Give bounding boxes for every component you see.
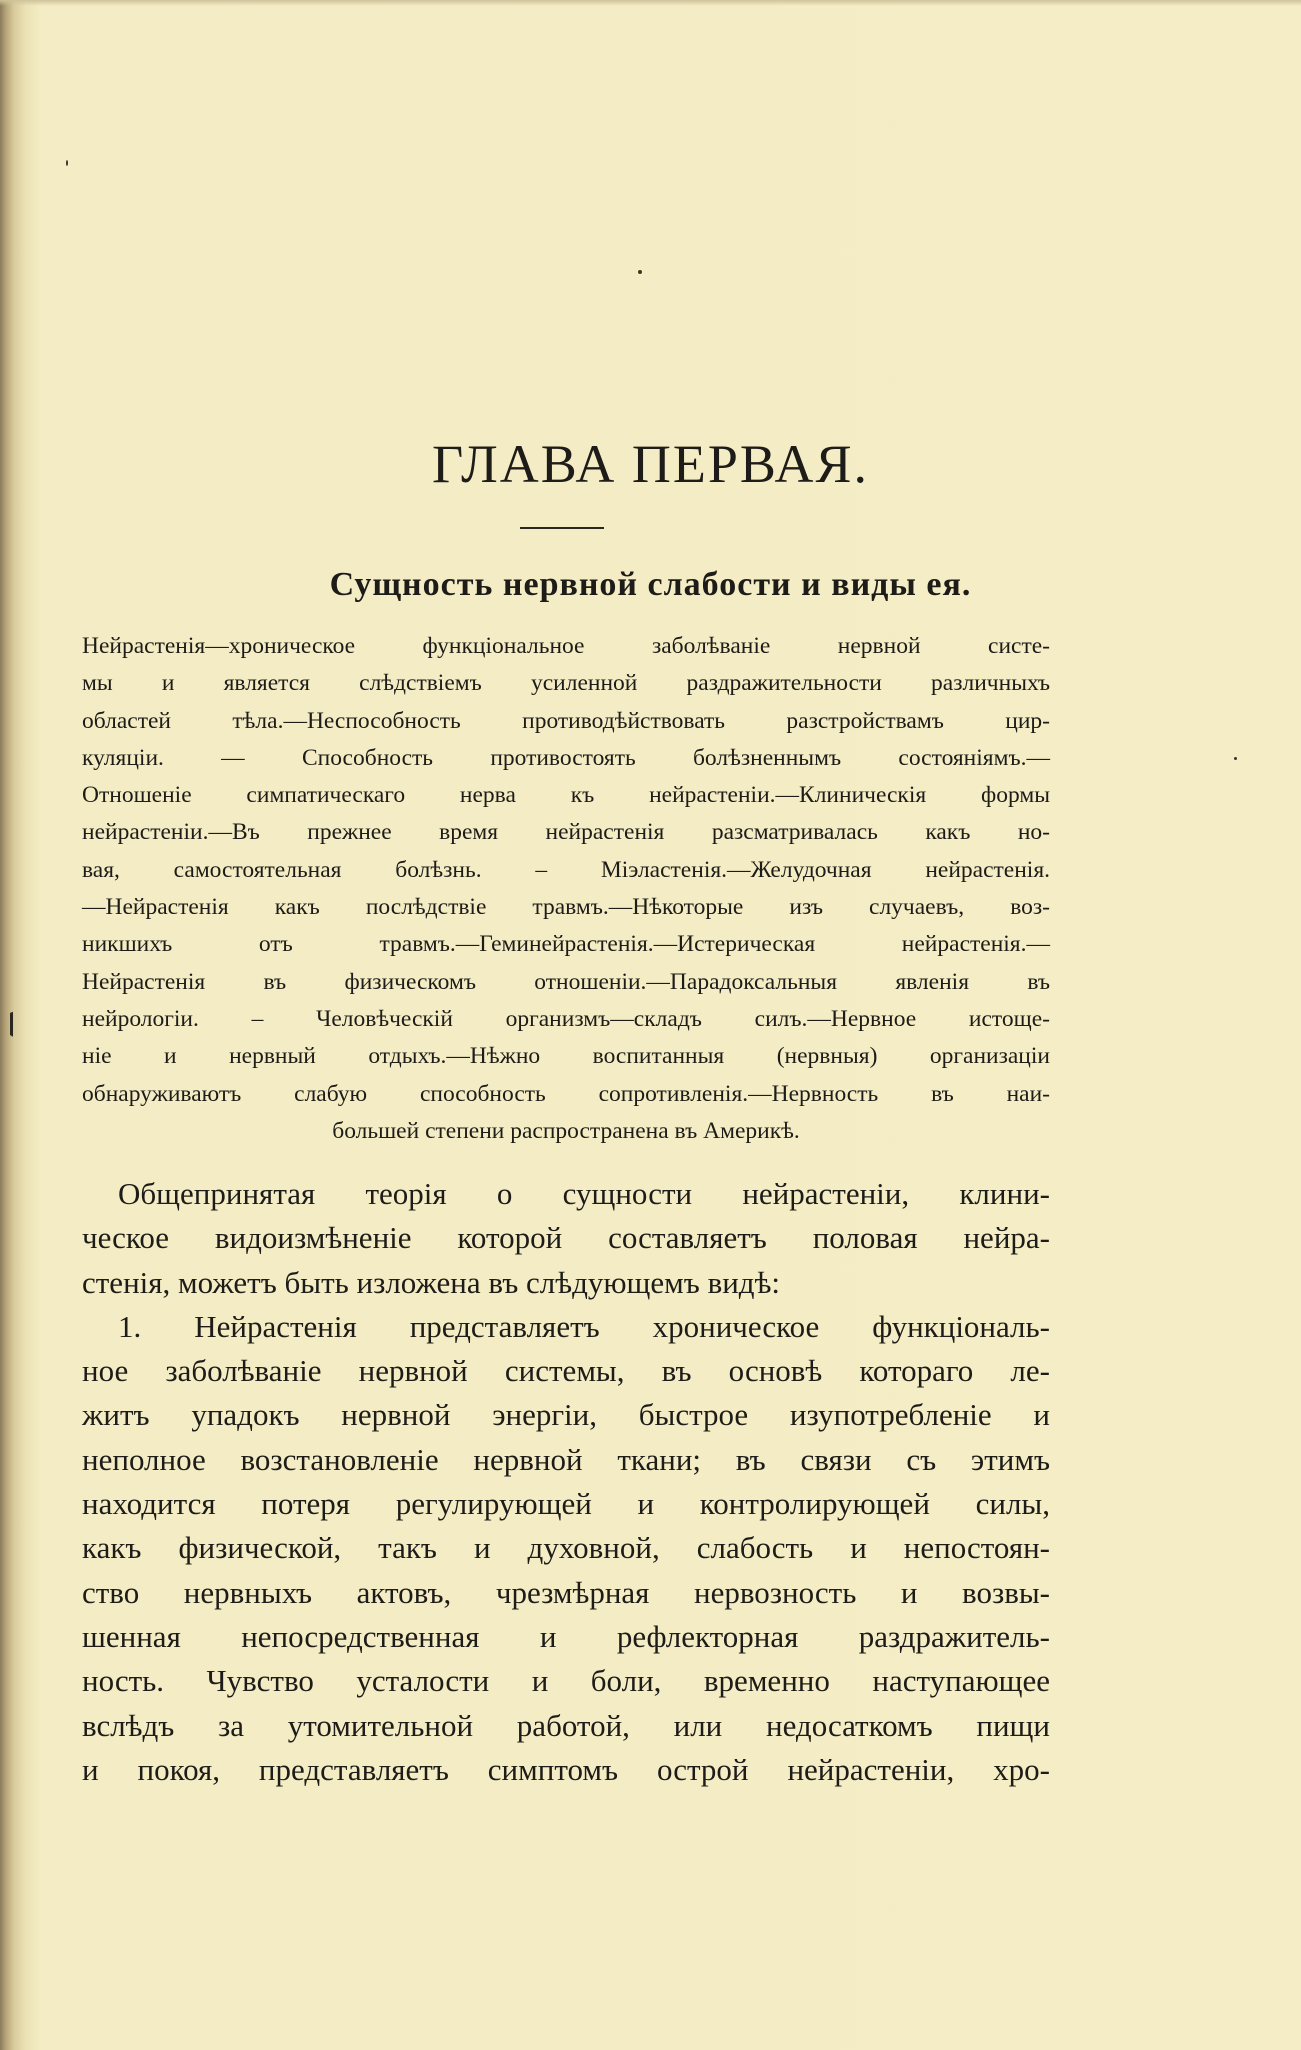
- body-line: ность. Чувство усталости и боли, временно наступающее: [82, 1663, 1050, 1699]
- body-line: какъ физической, такъ и духовной, слабость и непостоян-: [82, 1530, 1050, 1566]
- chapter-summary: [82, 628, 1050, 1150]
- body-text: [82, 1172, 1050, 1792]
- summary-line: обнаруживаютъ слабую способность сопротивленія.—Нервность въ наи-: [82, 1080, 1050, 1107]
- ink-speck: [66, 160, 68, 166]
- page-edge-mark: [0, 1004, 13, 1037]
- summary-line: никшихъ отъ травмъ.—Геминейрастенія.—Истерическая нейрастенія.—: [82, 931, 1050, 958]
- page-top-edge: [0, 0, 1301, 6]
- body-line: стенія, можетъ быть изложена въ слѣдующемъ видѣ:: [82, 1264, 781, 1300]
- section-title: Сущность нервной слабости и виды ея.: [329, 566, 972, 603]
- body-line: ческое видоизмѣненіе которой составляетъ половая нейра-: [82, 1220, 1050, 1256]
- summary-line: ніе и нервный отдыхъ.—Нѣжно воспитанныя (нервныя) организаціи: [82, 1043, 1050, 1070]
- body-line: неполное возстановленіе нервной ткани; въ связи съ этимъ: [82, 1441, 1050, 1477]
- body-line: ство нервныхъ актовъ, чрезмѣрная нервозность и возвы-: [82, 1574, 1050, 1610]
- summary-line: Нейрастенія въ физическомъ отношеніи.—Парадоксальныя явленія въ: [82, 968, 1050, 995]
- summary-line: вая, самостоятельная болѣзнь. – Міэластенія.—Желудочная нейрастенія.: [82, 856, 1050, 883]
- body-line: и покоя, представляетъ симптомъ острой нейрастеніи, хро-: [82, 1751, 1050, 1787]
- body-line: 1. Нейрастенія представляетъ хроническое функціональ-: [118, 1308, 1050, 1344]
- body-line: ное заболѣваніе нервной системы, въ основѣ котораго ле-: [82, 1353, 1050, 1389]
- summary-line: Нейрастенія—хроническое функціональное заболѣваніе нервной систе-: [82, 633, 1050, 659]
- body-line: шенная непосредственная и рефлекторная раздражитель-: [82, 1618, 1050, 1654]
- summary-line: куляціи. — Способность противостоять болѣзненнымъ состояніямъ.—: [82, 744, 1050, 771]
- summary-line: —Нейрастенія какъ послѣдствіе травмъ.—Нѣкоторые изъ случаевъ, воз-: [82, 894, 1050, 921]
- summary-line: нейрастеніи.—Въ прежнее время нейрастенія разсматривалась какъ но-: [82, 819, 1050, 846]
- summary-line: Отношеніе симпатическаго нерва къ нейрастеніи.—Клиническія формы: [82, 782, 1050, 809]
- body-line: находится потеря регулирующей и контролирующей силы,: [82, 1486, 1050, 1522]
- summary-line: нейрологіи. – Человѣческій организмъ—складъ силъ.—Нервное истоще-: [82, 1005, 1050, 1032]
- body-line: вслѣдъ за утомительной работой, или недосаткомъ пищи: [82, 1707, 1050, 1743]
- summary-line: областей тѣла.—Неспособность противодѣйствовать разстройствамъ цир-: [82, 707, 1050, 734]
- body-line: житъ упадокъ нервной энергіи, быстрое изупотребленіе и: [82, 1397, 1050, 1433]
- summary-line: большей степени распространена въ Америкѣ.: [332, 1117, 800, 1144]
- title-divider: [520, 527, 604, 529]
- summary-line: мы и является слѣдствіемъ усиленной раздражительности различныхъ: [82, 670, 1050, 697]
- ink-speck: [1234, 757, 1237, 760]
- body-line: Общепринятая теорія о сущности нейрастеніи, клини-: [118, 1176, 1050, 1211]
- chapter-title: ГЛАВА ПЕРВАЯ.: [431, 434, 870, 494]
- ink-speck: [638, 270, 642, 274]
